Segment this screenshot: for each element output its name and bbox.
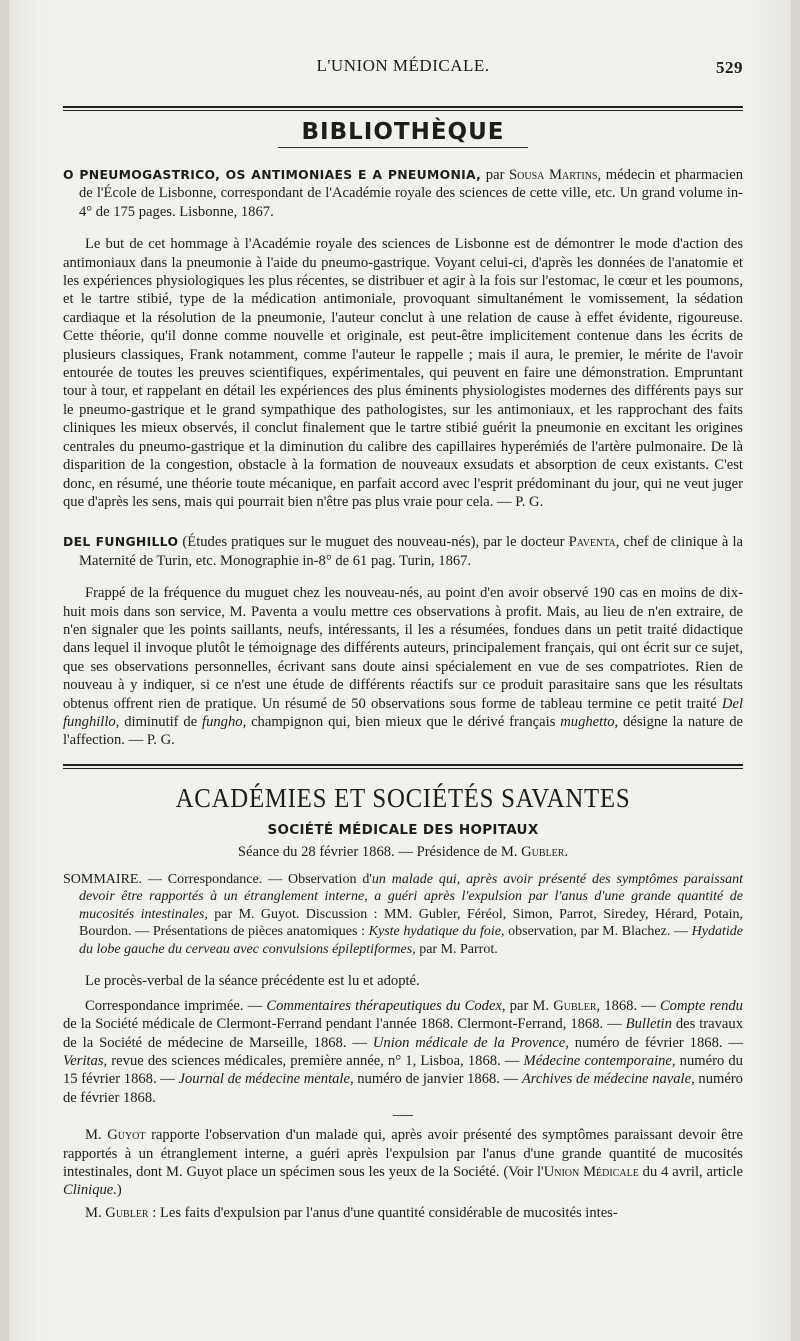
book-review-1: Le but de cet hommage à l'Académie royale des sciences de Lisbonne est de démontrer le mode d'action des antimoniaux dans la pneumonie à l'aide du pneumo-gastrique. Voyant celui-ci, d'après les données de l'anatomie et les expériences physiologiques les plus récentes, se distribuer et agir à la fois sur l'estomac, le cœur et les poumons, et le tartre stibié, type de la médication antimoniale, provoquant simultanément le vomissement, la sédation cardiaque et la résolution de la pneumonie, l'auteur conclut à une relation de cause à effet évidente, rigoureuse. Cette théorie, qu'il donne comme nouvelle et originale, est peut-être implicitement contenue dans les écrits de plusieurs classiques, Frank notamment, comme l'auteur le rappelle ; mais il aura, le premier, le mérite de l'avoir entourée de toutes les preuves scientifiques, expérimentales, qui peuvent en faire une démonstration. Empruntant tour à tour, et rappelant en détail les expériences des plus éminents physiologistes modernes des différents pays sur le pneumo-gastrique et le grand sympathique des pathologistes, sur les antimoniaux, et les rapprochant des faits cliniques les mieux observés, il conclut finalement que le tartre stibié guérit la pneumonie en excitant les origines centrales du pneumo-gastrique et la diminution du calibre des capillaires hyperémiés de l'artère pulmonaire. De là disparition de la congestion, obstacle à la formation de nouveaux exsudats et absorption de ceux existants. C'est donc, en résumé, une théorie toute mécanique, en parfait accord avec l'esprit prédominant du jour, qui ne veut juger que d'après les sens, mais qui pourrait bien n'être pas plus vraie pour cela. — P. G. xyxy=(63,236,743,510)
book-author-2: Paventa xyxy=(568,534,616,551)
guyot-paragraph: M. Guyot rapporte l'observation d'un malade qui, après avoir présenté des symptômes paraissant devoir être rapportés à un étranglement interne, a guéri après l'expulsion par l'anus d'une grande quantité de mucosités intestinales, dont M. Guyot place un spécimen sous les yeux de la Société. (Voir l'Union Médicale du 4 avril, article Clinique.) xyxy=(63,1127,743,1199)
society-title: SOCIÉTÉ MÉDICALE DES HOPITAUX xyxy=(267,821,539,838)
running-header xyxy=(63,0,743,106)
bibliotheque-title: BIBLIOTHÈQUE xyxy=(301,119,505,145)
book-title-1: O PNEUMOGASTRICO, OS ANTIMONIAES E A PNEUMONIA, xyxy=(63,167,482,182)
journal-title: L'UNION MÉDICALE. xyxy=(316,56,490,75)
book-author-1: Sousa Martins xyxy=(509,167,598,183)
book-entry-2: DEL FUNGHILLO (Études pratiques sur le muguet des nouveau-nés), par le docteur Paventa, chef de clinique à la Maternité de Turin, etc. Monographie in-8° de 61 pag. Turin, 1867. xyxy=(63,534,743,569)
header-rule xyxy=(63,106,743,111)
center-dash xyxy=(393,1115,413,1116)
seance-line: Séance du 28 février 1868. — Présidence de M. Gubler. xyxy=(237,843,569,860)
title-underline xyxy=(278,147,528,148)
book-review-2: Frappé de la fréquence du muguet chez les nouveau-nés, au point d'en avoir observé 190 cas en moins de dix-huit mois dans son service, M. Paventa a voulu mettre ces observations à profit. Mais, au lieu de n'en extraire, de n'en signaler que les points saillants, neufs, intéressants, il les a résumées, fondues dans un petit traité didactique dans lequel il invoque plutôt le témoignage des différents auteurs, principalement français, qui ont écrit sur ce sujet, que ses observations personnelles, écrivant sans doute ainsi spécialement en vue de ses compatriotes. Rien de nouveau à y indiquer, si ce n'est une étude de différents réactifs sur ce produit parasitaire sans que les résultats obtenus offrent rien de pratique. Un résumé de 50 observations sous forme de tableau termine ce petit traité Del funghillo, diminutif de fungho, champignon qui, bien mieux que le dérivé français mughetto, désigne la nature de l'affection. — P. G. xyxy=(63,585,743,749)
correspondance: Correspondance imprimée. — Commentaires thérapeutiques du Codex, par M. Gubler, 1868. — Compte rendu de la Société médicale de Clermont-Ferrand pendant l'année 1868. Clermont-Ferrand, 1868. — Bulletin des travaux de la Société de médecine de Marseille, 1868. — Union médicale de la Provence, numéro de février 1868. — Veritas, revue des sciences médicales, première année, n° 1, Lisboa, 1868. — Médecine contemporaine, numéro du 15 février 1868. — Journal de médecine mentale, numéro de janvier 1868. — Archives de médecine navale, numéro de février 1868. xyxy=(63,997,744,1106)
section-rule xyxy=(63,764,743,769)
page-number: 529 xyxy=(716,58,743,77)
book-entry-1: O PNEUMOGASTRICO, OS ANTIMONIAES E A PNEUMONIA, par Sousa Martins, médecin et pharmacien de l'École de Lisbonne, correspondant de l'Académie royale des sciences de cette ville, etc. Un grand volume in-4° de 175 pages. Lisbonne, 1867. xyxy=(63,167,744,220)
page-edge-left xyxy=(0,0,9,1341)
proces-verbal: Le procès-verbal de la séance précédente est lu et adopté. xyxy=(85,973,420,990)
page-edge-right xyxy=(791,0,800,1341)
sommaire: SOMMAIRE. — Correspondance. — Observation d'un malade qui, après avoir présenté des symptômes paraissant devoir être rapportés à un étranglement interne, a guéri après l'expulsion par l'anus d'une grande quantité de mucosités intestinales, par M. Guyot. Discussion : MM. Gubler, Féréol, Simon, Parrot, Siredey, Hérard, Potain, Bourdon. — Présentations de pièces anatomiques : Kyste hydatique du foie, observation, par M. Blachez. — Hydatide du lobe gauche du cerveau avec convulsions épileptiformes, par M. Parrot. xyxy=(63,871,743,957)
book-title-2: DEL FUNGHILLO xyxy=(63,534,179,550)
academies-title: ACADÉMIES ET SOCIÉTÉS SAVANTES xyxy=(175,782,631,813)
gubler-paragraph: M. Gubler : Les faits d'expulsion par l'anus d'une quantité considérable de mucosités intes- xyxy=(85,1204,618,1221)
